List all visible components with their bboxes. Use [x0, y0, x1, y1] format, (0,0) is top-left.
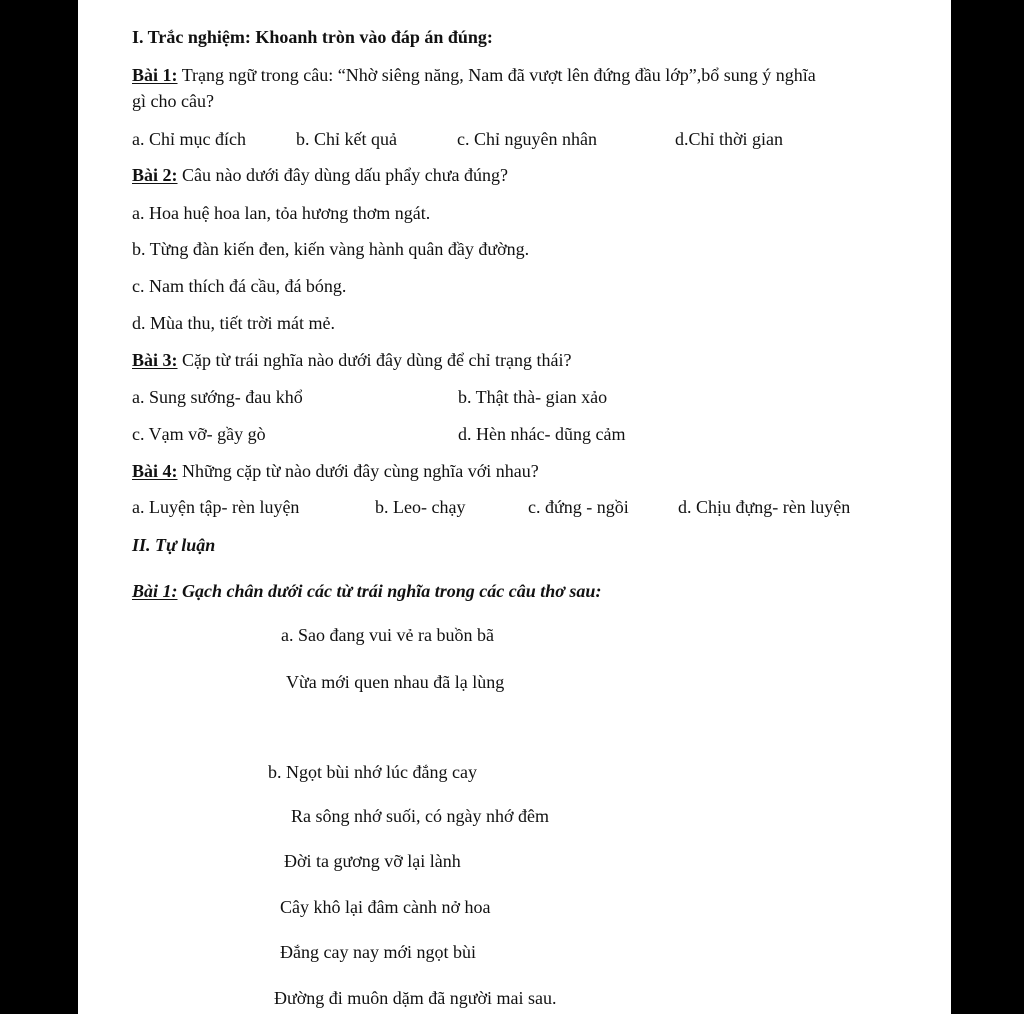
q4-option-d[interactable]: d. Chịu đựng- rèn luyện — [678, 497, 851, 517]
poem-b-line-1: b. Ngọt bùi nhớ lúc đắng cay — [268, 762, 477, 782]
q4-option-b[interactable]: b. Leo- chạy — [375, 497, 466, 517]
q2-label: Bài 2: — [132, 165, 178, 185]
q1-option-a[interactable]: a. Chỉ mục đích — [132, 129, 246, 149]
q2-line — [132, 164, 508, 186]
q3-text: Cặp từ trái nghĩa nào dưới đây dùng để chỉ trạng thái? — [177, 350, 572, 370]
q3-line — [132, 349, 571, 371]
q1-option-d[interactable]: d.Chỉ thời gian — [675, 129, 784, 149]
q4-line — [132, 460, 539, 482]
q1-text1: Trạng ngữ trong câu: “Nhờ siêng năng, Nam đã vượt lên đứng đầu lớp”,bổ sung ý nghĩa — [177, 65, 816, 85]
poem-b-line-2: Ra sông nhớ suối, có ngày nhớ đêm — [291, 806, 550, 826]
q3-option-c[interactable]: c. Vạm vỡ- gầy gò — [132, 424, 266, 444]
document-page — [78, 0, 951, 1014]
q3-option-d[interactable]: d. Hèn nhác- dũng cảm — [458, 424, 626, 444]
q2-text: Câu nào dưới đây dùng dấu phẩy chưa đúng? — [177, 165, 508, 185]
poem-a-line-2: Vừa mới quen nhau đã lạ lùng — [286, 672, 505, 692]
essay1-text: Gạch chân dưới các từ trái nghĩa trong các câu thơ sau: — [177, 581, 602, 601]
poem-b-line-3: Đời ta gương vỡ lại lành — [284, 851, 461, 871]
essay1-line — [132, 580, 601, 602]
q1-option-c[interactable]: c. Chỉ nguyên nhân — [457, 129, 597, 149]
essay1-label: Bài 1: — [132, 581, 178, 601]
q3-option-b[interactable]: b. Thật thà- gian xảo — [458, 387, 608, 407]
q4-text: Những cặp từ nào dưới đây cùng nghĩa với nhau? — [177, 461, 539, 481]
q2-option-b[interactable]: b. Từng đàn kiến đen, kiến vàng hành quân đầy đường. — [132, 239, 530, 259]
q3-label: Bài 3: — [132, 350, 178, 370]
q2-option-c[interactable]: c. Nam thích đá cầu, đá bóng. — [132, 276, 347, 296]
q2-option-d[interactable]: d. Mùa thu, tiết trời mát mẻ. — [132, 313, 335, 333]
poem-b-line-5: Đắng cay nay mới ngọt bùi — [280, 942, 476, 962]
q2-option-a[interactable]: a. Hoa huệ hoa lan, tỏa hương thơm ngát. — [132, 203, 431, 223]
part1-title: I. Trắc nghiệm: Khoanh tròn vào đáp án đúng: — [132, 27, 493, 47]
q1-label: Bài 1: — [132, 65, 178, 85]
poem-b-line-4: Cây khô lại đâm cành nở hoa — [280, 897, 491, 917]
q1-text2: gì cho câu? — [132, 91, 214, 111]
poem-b-line-6: Đường đi muôn dặm đã người mai sau. — [274, 988, 557, 1008]
q4-option-a[interactable]: a. Luyện tập- rèn luyện — [132, 497, 300, 517]
poem-a-line-1: a. Sao đang vui vẻ ra buồn bã — [281, 625, 494, 645]
part2-title: II. Tự luận — [132, 535, 216, 555]
q3-option-a[interactable]: a. Sung sướng- đau khổ — [132, 387, 303, 407]
q1-option-b[interactable]: b. Chỉ kết quả — [296, 129, 397, 149]
q4-label: Bài 4: — [132, 461, 178, 481]
q1-line1 — [132, 64, 816, 86]
q4-option-c[interactable]: c. đứng - ngồi — [528, 497, 629, 517]
